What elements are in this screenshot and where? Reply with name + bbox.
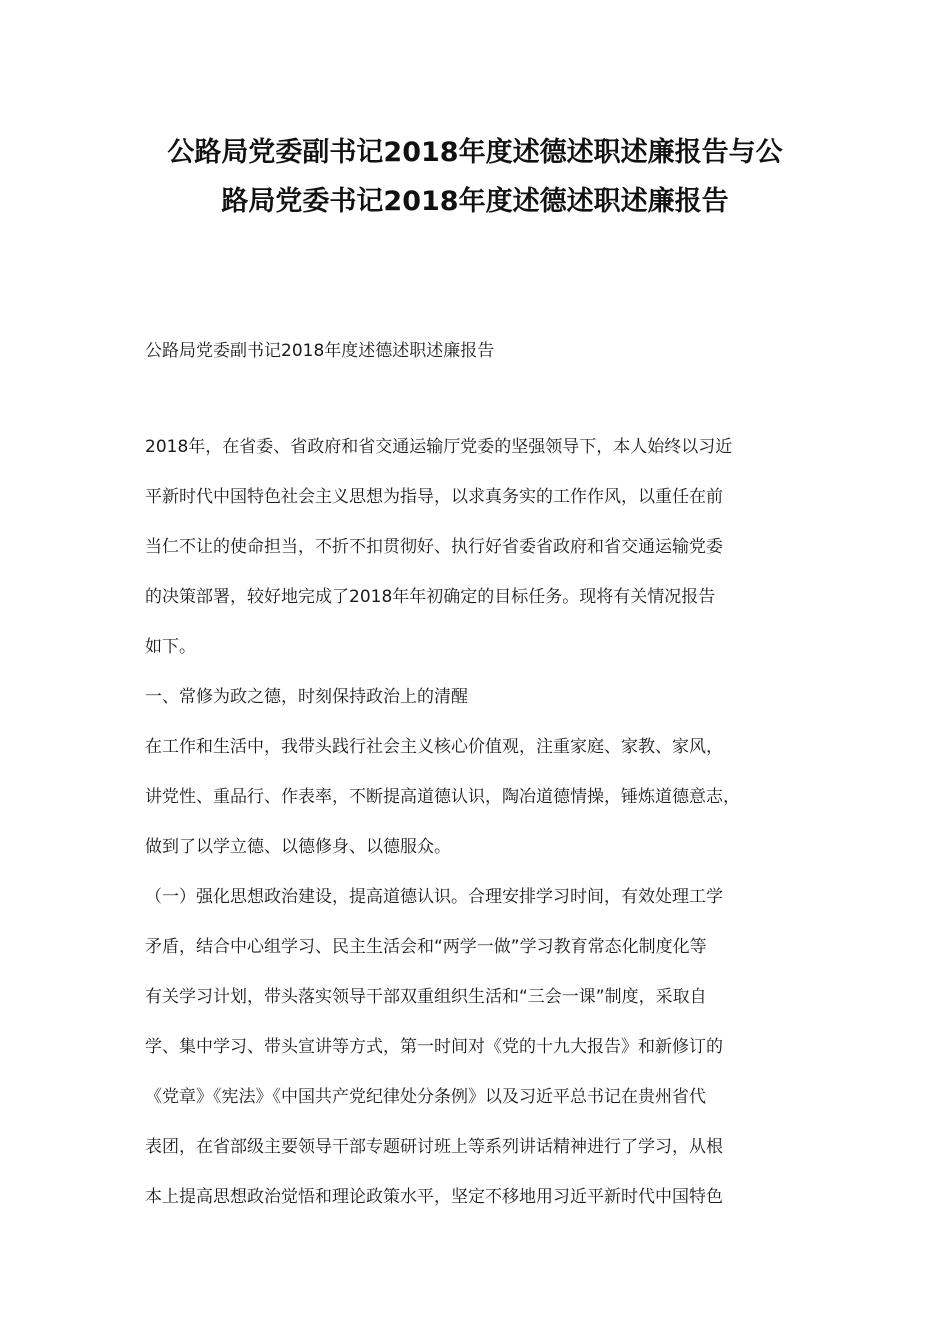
paragraph-line: 本上提高思想政治觉悟和理论政策水平，坚定不移地用习近平新时代中国特色 <box>145 1187 723 1207</box>
paragraph-line: 有关学习计划，带头落实领导干部双重组织生活和“三会一课”制度，采取自 <box>145 987 707 1007</box>
paragraph-line: 2018年，在省委、省政府和省交通运输厅党委的坚强领导下，本人始终以习近 <box>145 437 733 457</box>
paragraph-line: 当仁不让的使命担当，不折不扣贯彻好、执行好省委省政府和省交通运输党委 <box>145 537 723 557</box>
paragraph-line: 平新时代中国特色社会主义思想为指导，以求真务实的工作作风，以重任在前 <box>145 487 723 507</box>
section-heading: 一、常修为政之德，时刻保持政治上的清醒 <box>145 687 468 707</box>
document-body <box>145 432 825 1232</box>
paragraph-line: 《党章》《宪法》《中国共产党纪律处分条例》以及习近平总书记在贵州省代 <box>145 1087 706 1107</box>
section-subtitle: 公路局党委副书记2018年度述德述职述廉报告 <box>145 341 495 361</box>
paragraph-line: （一）强化思想政治建设，提高道德认识。合理安排学习时间，有效处理工学 <box>145 887 723 907</box>
paragraph-line: 做到了以学立德、以德修身、以德服众。 <box>145 837 451 857</box>
paragraph-line: 学、集中学习、带头宣讲等方式，第一时间对《党的十九大报告》和新修订的 <box>145 1037 723 1057</box>
title-line: 公路局党委副书记2018年度述德述职述廉报告与公 <box>167 137 783 168</box>
paragraph-line: 表团，在省部级主要领导干部专题研讨班上等系列讲话精神进行了学习，从根 <box>145 1137 723 1157</box>
document-title <box>120 128 830 226</box>
paragraph-line: 在工作和生活中，我带头践行社会主义核心价值观，注重家庭、家教、家风， <box>145 737 723 757</box>
paragraph-line: 矛盾，结合中心组学习、民主生活会和“两学一做”学习教育常态化制度化等 <box>145 937 707 957</box>
paragraph-line: 讲党性、重品行、作表率，不断提高道德认识，陶冶道德情操，锤炼道德意志， <box>145 787 740 807</box>
paragraph-line: 如下。 <box>145 637 196 657</box>
title-line: 路局党委书记2018年度述德述职述廉报告 <box>221 186 729 217</box>
paragraph-line: 的决策部署，较好地完成了2018年年初确定的目标任务。现将有关情况报告 <box>145 587 716 607</box>
